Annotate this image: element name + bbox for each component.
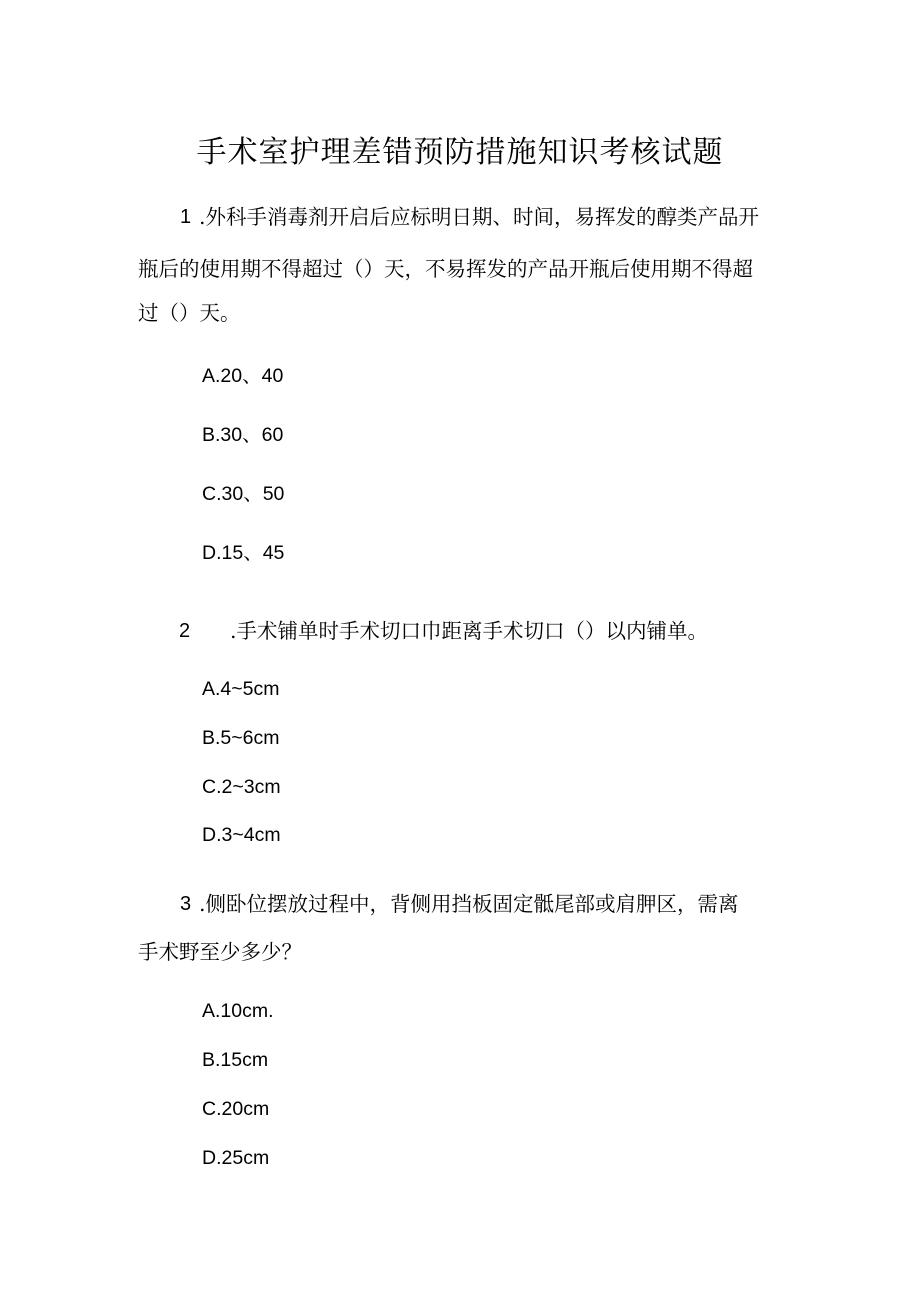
option-a: A.4~5cm <box>202 678 280 700</box>
question-number: 1 <box>180 206 192 228</box>
option-c: C.20cm <box>202 1098 270 1120</box>
option-b: B.15cm <box>202 1049 269 1071</box>
question-text-line: 瓶后的使用期不得超过（）天，不易挥发的产品开瓶后使用期不得超 <box>138 257 753 281</box>
question-text-line: .外科手消毒剂开启后应标明日期、时间，易挥发的醇类产品开 <box>199 205 760 229</box>
option-c: C.2~3cm <box>202 776 281 798</box>
question-text-line: 过（）天。 <box>138 301 241 325</box>
question-number: 3 <box>180 893 192 915</box>
document-title: 手术室护理差错预防措施知识考核试题 <box>196 135 724 170</box>
question-text-line: .手术铺单时手术切口巾距离手术切口（）以内铺单。 <box>230 619 709 643</box>
option-d: D.3~4cm <box>202 824 281 846</box>
question-number: 2 <box>179 620 191 642</box>
option-c: C.30、50 <box>202 483 285 505</box>
option-d: D.25cm <box>202 1147 270 1169</box>
question-text-line: 手术野至少多少？ <box>138 940 302 964</box>
option-b: B.30、60 <box>202 424 284 446</box>
option-a: A.20、40 <box>202 365 284 387</box>
option-d: D.15、45 <box>202 542 285 564</box>
question-text-line: .侧卧位摆放过程中，背侧用挡板固定骶尾部或肩胛区，需离 <box>199 892 739 916</box>
option-a: A.10cm. <box>202 1000 274 1022</box>
option-b: B.5~6cm <box>202 727 280 749</box>
